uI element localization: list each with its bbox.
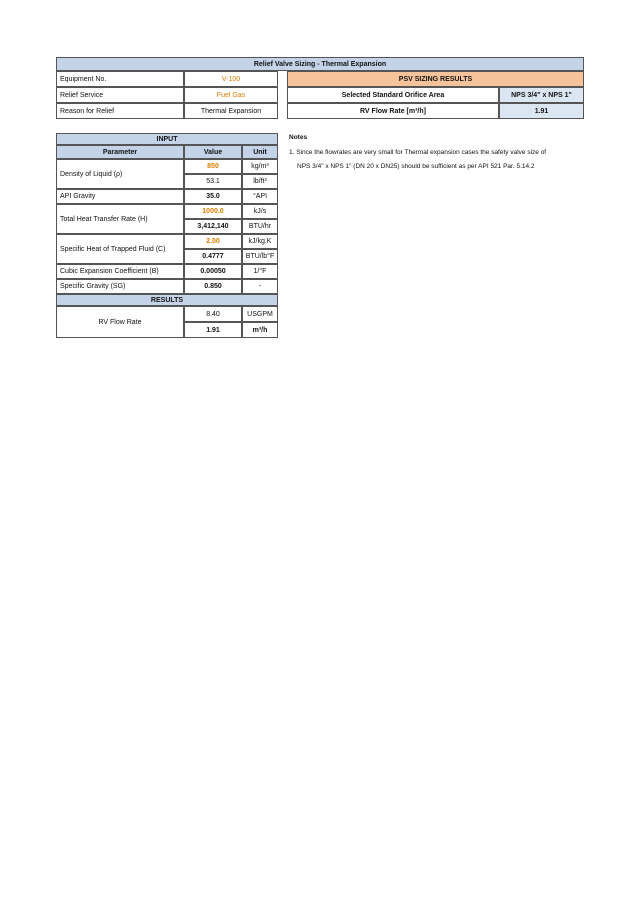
- notes-heading: Notes: [289, 134, 308, 141]
- api-gravity-unit: °API: [242, 189, 278, 204]
- density-unit-imperial: lb/ft³: [242, 174, 278, 189]
- results-flow-rate-value-m3h: 1.91: [184, 322, 242, 338]
- equipment-no-value: V-100: [184, 71, 278, 87]
- heat-transfer-value-imperial: 3,412,140: [184, 219, 242, 234]
- relief-service-label: Relief Service: [56, 87, 184, 103]
- relief-service-value: Fuel Gas: [184, 87, 278, 103]
- heat-transfer-unit-imperial: BTU/hr: [242, 219, 278, 234]
- results-flow-rate-value-usgpm: 8.40: [184, 306, 242, 322]
- results-flow-rate-unit-usgpm: USGPM: [242, 306, 278, 322]
- specific-gravity-value: 0.850: [184, 279, 242, 294]
- psv-flow-rate-value: 1.91: [499, 103, 584, 119]
- orifice-area-label: Selected Standard Orifice Area: [287, 87, 499, 103]
- reason-for-relief-value: Thermal Expansion: [184, 103, 278, 119]
- specific-gravity-unit: -: [242, 279, 278, 294]
- results-flow-rate-label: RV Flow Rate: [56, 306, 184, 338]
- equipment-no-label: Equipment No.: [56, 71, 184, 87]
- input-heading: INPUT: [56, 133, 278, 145]
- density-label: Density of Liquid (ρ): [56, 159, 184, 189]
- heat-transfer-label: Total Heat Transfer Rate (H): [56, 204, 184, 234]
- specific-heat-label: Specific Heat of Trapped Fluid (C): [56, 234, 184, 264]
- specific-heat-value-si: 2.00: [184, 234, 242, 249]
- results-heading: RESULTS: [56, 294, 278, 306]
- sheet-title: Relief Valve Sizing - Thermal Expansion: [56, 57, 584, 71]
- specific-heat-unit-si: kJ/kg.K: [242, 234, 278, 249]
- density-value-si: 850: [184, 159, 242, 174]
- reason-for-relief-label: Reason for Relief: [56, 103, 184, 119]
- specific-heat-value-imperial: 0.4777: [184, 249, 242, 264]
- cubic-expansion-unit: 1/°F: [242, 264, 278, 279]
- parameter-column-header: Parameter: [56, 145, 184, 159]
- specific-gravity-label: Specific Gravity (SG): [56, 279, 184, 294]
- notes-line-1: 1. Since the flowrates are very small for Thermal expansion cases the safety valve size of: [289, 149, 547, 156]
- specific-heat-unit-imperial: BTU/lb°F: [242, 249, 278, 264]
- heat-transfer-unit-si: kJ/s: [242, 204, 278, 219]
- value-column-header: Value: [184, 145, 242, 159]
- density-unit-si: kg/m³: [242, 159, 278, 174]
- api-gravity-value: 35.0: [184, 189, 242, 204]
- psv-results-heading: PSV SIZING RESULTS: [287, 71, 584, 87]
- notes-line-2: NPS 3/4" x NPS 1" (DN 20 x DN25) should be sufficient as per API 521 Par. 5.14.2: [297, 163, 535, 170]
- psv-flow-rate-label: RV Flow Rate [m³/h]: [287, 103, 499, 119]
- api-gravity-label: API Gravity: [56, 189, 184, 204]
- orifice-area-value: NPS 3/4" x NPS 1": [499, 87, 584, 103]
- cubic-expansion-label: Cubic Expansion Coefficient (B): [56, 264, 184, 279]
- results-flow-rate-unit-m3h: m³/h: [242, 322, 278, 338]
- unit-column-header: Unit: [242, 145, 278, 159]
- heat-transfer-value-si: 1000.0: [184, 204, 242, 219]
- density-value-imperial: 53.1: [184, 174, 242, 189]
- cubic-expansion-value: 0.00050: [184, 264, 242, 279]
